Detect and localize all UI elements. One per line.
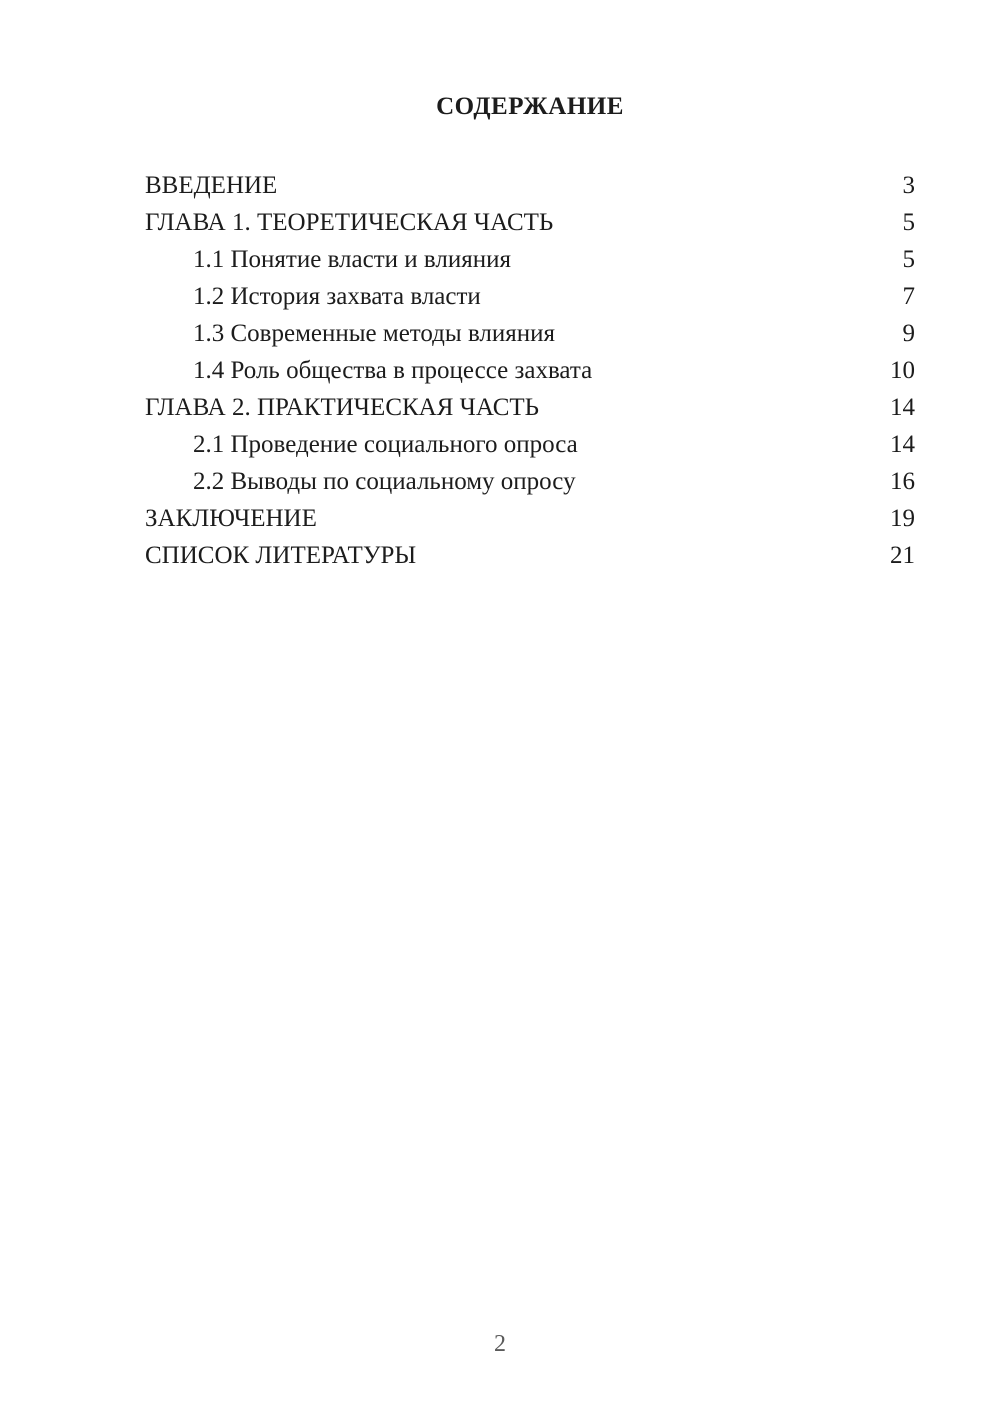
toc-entry-page: 16 [890,468,915,495]
toc-entry-label: ГЛАВА 1. ТЕОРЕТИЧЕСКАЯ ЧАСТЬ [145,209,554,236]
toc-entry-label: СПИСОК ЛИТЕРАТУРЫ [145,542,417,569]
toc-entry-label: ЗАКЛЮЧЕНИЕ [145,505,317,532]
toc-entry-page: 21 [890,542,915,569]
toc-entry-page: 3 [902,172,915,199]
toc-entry-page: 5 [902,246,915,273]
toc-entry [145,241,915,278]
toc-entry-page: 5 [902,209,915,236]
toc-entry-label: 1.1 Понятие власти и влияния [193,246,511,273]
toc-entry-label: ВВЕДЕНИЕ [145,172,278,199]
toc-entry [145,352,915,389]
toc-entry [145,167,915,204]
toc-entry [145,426,915,463]
toc-entry-label: 1.2 История захвата власти [193,283,481,310]
toc-entry-page: 14 [890,431,915,458]
table-of-contents [145,167,915,574]
toc-entry [145,389,915,426]
toc-entry-label: 1.4 Роль общества в процессе захвата [193,357,593,384]
toc-entry-page: 10 [890,357,915,384]
toc-entry-page: 7 [902,283,915,310]
toc-entry-page: 14 [890,394,915,421]
toc-entry [145,315,915,352]
page-title: СОДЕРЖАНИЕ [436,93,624,120]
toc-entry [145,204,915,241]
toc-entry [145,537,915,574]
toc-entry [145,463,915,500]
toc-entry-label: 1.3 Современные методы влияния [193,320,556,347]
toc-entry-label: 2.1 Проведение социального опроса [193,431,578,458]
toc-entry-page: 19 [890,505,915,532]
toc-entry [145,500,915,537]
toc-entry-page: 9 [902,320,915,347]
toc-entry-label: 2.2 Выводы по социальному опросу [193,468,576,495]
footer-page-number: 2 [494,1331,506,1357]
toc-entry [145,278,915,315]
toc-entry-label: ГЛАВА 2. ПРАКТИЧЕСКАЯ ЧАСТЬ [145,394,540,421]
